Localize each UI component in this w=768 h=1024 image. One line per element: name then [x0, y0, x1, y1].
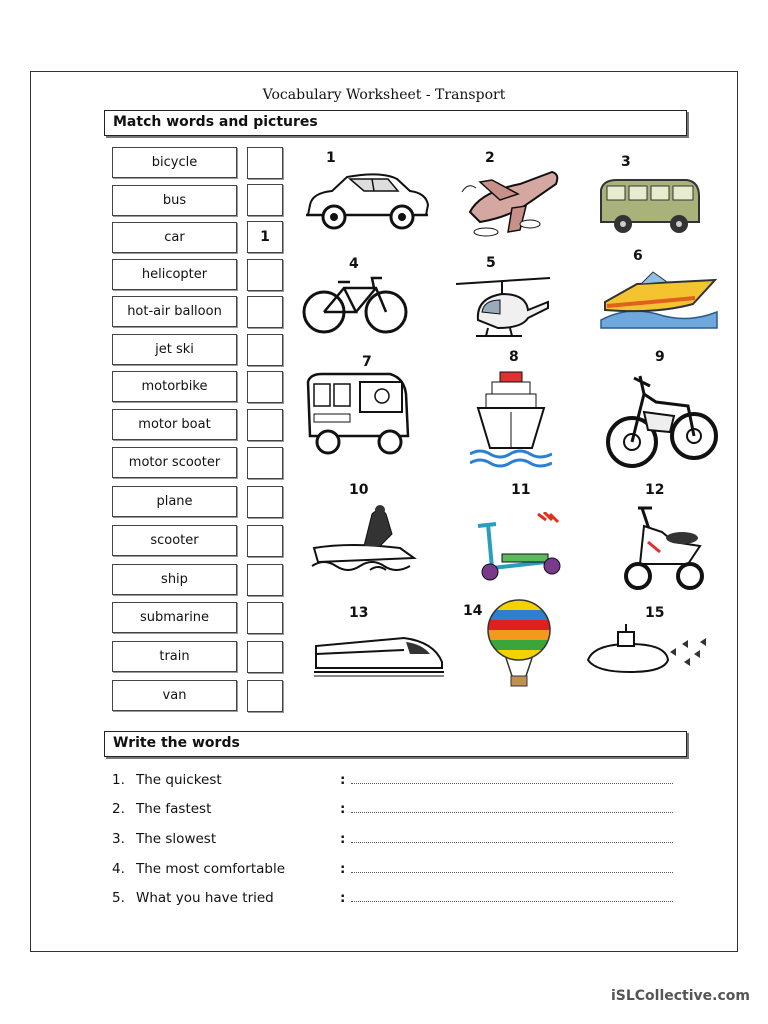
- picture-number-15: 15: [645, 605, 665, 621]
- answer-box-motorbike[interactable]: [247, 371, 283, 403]
- answer-box-car[interactable]: 1: [247, 221, 283, 253]
- picture-number-2: 2: [485, 150, 495, 166]
- question-number: 4.: [112, 861, 125, 877]
- section-heading-match: Match words and pictures: [104, 110, 687, 136]
- worksheet-title: Vocabulary Worksheet - Transport: [262, 87, 506, 103]
- answer-box-hot-air-balloon[interactable]: [247, 296, 283, 328]
- answer-box-submarine[interactable]: [247, 602, 283, 634]
- question-number: 3.: [112, 831, 125, 847]
- answer-line[interactable]: [351, 812, 673, 813]
- word-box-motor-scooter: motor scooter: [112, 447, 237, 478]
- ship-icon: [470, 368, 552, 468]
- helicopter-icon: [450, 272, 555, 342]
- word-box-motor-boat: motor boat: [112, 409, 237, 440]
- word-box-bicycle: bicycle: [112, 147, 237, 178]
- answer-box-motor-scooter[interactable]: [247, 447, 283, 479]
- motor-boat-icon: [597, 266, 722, 334]
- picture-number-7: 7: [362, 354, 372, 370]
- picture-number-1: 1: [326, 150, 336, 166]
- picture-number-12: 12: [645, 482, 665, 498]
- question-row-5: [112, 890, 682, 910]
- question-colon: :: [340, 772, 346, 788]
- question-text: What you have tried: [136, 890, 274, 906]
- word-box-motorbike: motorbike: [112, 371, 237, 402]
- word-box-ship: ship: [112, 564, 237, 595]
- car-icon: [302, 165, 432, 235]
- train-icon: [314, 628, 444, 680]
- motor-scooter-icon: [618, 502, 708, 596]
- word-box-hot-air-balloon: hot-air balloon: [112, 296, 237, 327]
- section-heading-write: Write the words: [104, 731, 687, 757]
- picture-number-5: 5: [486, 255, 496, 271]
- question-row-2: [112, 801, 682, 821]
- question-text: The most comfortable: [136, 861, 286, 877]
- answer-box-jet-ski[interactable]: [247, 334, 283, 366]
- answer-box-bus[interactable]: [247, 184, 283, 216]
- jet-ski-icon: [310, 504, 420, 574]
- question-number: 1.: [112, 772, 125, 788]
- answer-box-plane[interactable]: [247, 486, 283, 518]
- picture-number-13: 13: [349, 605, 369, 621]
- picture-number-4: 4: [349, 256, 359, 272]
- question-colon: :: [340, 801, 346, 817]
- picture-number-10: 10: [349, 482, 369, 498]
- picture-number-3: 3: [621, 154, 631, 170]
- answer-box-ship[interactable]: [247, 564, 283, 596]
- question-text: The fastest: [136, 801, 212, 817]
- question-colon: :: [340, 890, 346, 906]
- bus-icon: [304, 370, 414, 460]
- picture-number-6: 6: [633, 248, 643, 264]
- answer-box-van[interactable]: [247, 680, 283, 712]
- word-box-scooter: scooter: [112, 525, 237, 556]
- question-colon: :: [340, 831, 346, 847]
- hot-air-balloon-icon: [484, 598, 554, 690]
- answer-line[interactable]: [351, 783, 673, 784]
- answer-line[interactable]: [351, 901, 673, 902]
- question-colon: :: [340, 861, 346, 877]
- picture-number-11: 11: [511, 482, 531, 498]
- question-number: 2.: [112, 801, 125, 817]
- question-row-4: [112, 861, 682, 881]
- van-icon: [597, 176, 702, 238]
- word-box-van: van: [112, 680, 237, 711]
- picture-number-9: 9: [655, 349, 665, 365]
- question-row-1: [112, 772, 682, 792]
- plane-icon: [460, 162, 565, 242]
- picture-number-14: 14: [463, 603, 483, 619]
- question-text: The quickest: [136, 772, 222, 788]
- motorbike-icon: [604, 372, 719, 474]
- word-box-helicopter: helicopter: [112, 259, 237, 290]
- submarine-icon: [584, 622, 712, 684]
- footer-watermark: iSLCollective.com: [610, 988, 750, 1004]
- answer-line[interactable]: [351, 842, 673, 843]
- word-box-plane: plane: [112, 486, 237, 517]
- question-number: 5.: [112, 890, 125, 906]
- scooter-icon: [476, 512, 566, 586]
- word-box-train: train: [112, 641, 237, 672]
- bicycle-icon: [300, 272, 410, 336]
- word-box-car: car: [112, 222, 237, 253]
- answer-box-bicycle[interactable]: [247, 147, 283, 179]
- word-box-jet-ski: jet ski: [112, 334, 237, 365]
- word-box-submarine: submarine: [112, 602, 237, 633]
- question-text: The slowest: [136, 831, 217, 847]
- question-row-3: [112, 831, 682, 851]
- picture-number-8: 8: [509, 349, 519, 365]
- answer-box-motor-boat[interactable]: [247, 409, 283, 441]
- answer-box-train[interactable]: [247, 641, 283, 673]
- word-box-bus: bus: [112, 185, 237, 216]
- answer-box-helicopter[interactable]: [247, 259, 283, 291]
- answer-box-scooter[interactable]: [247, 525, 283, 557]
- answer-line[interactable]: [351, 872, 673, 873]
